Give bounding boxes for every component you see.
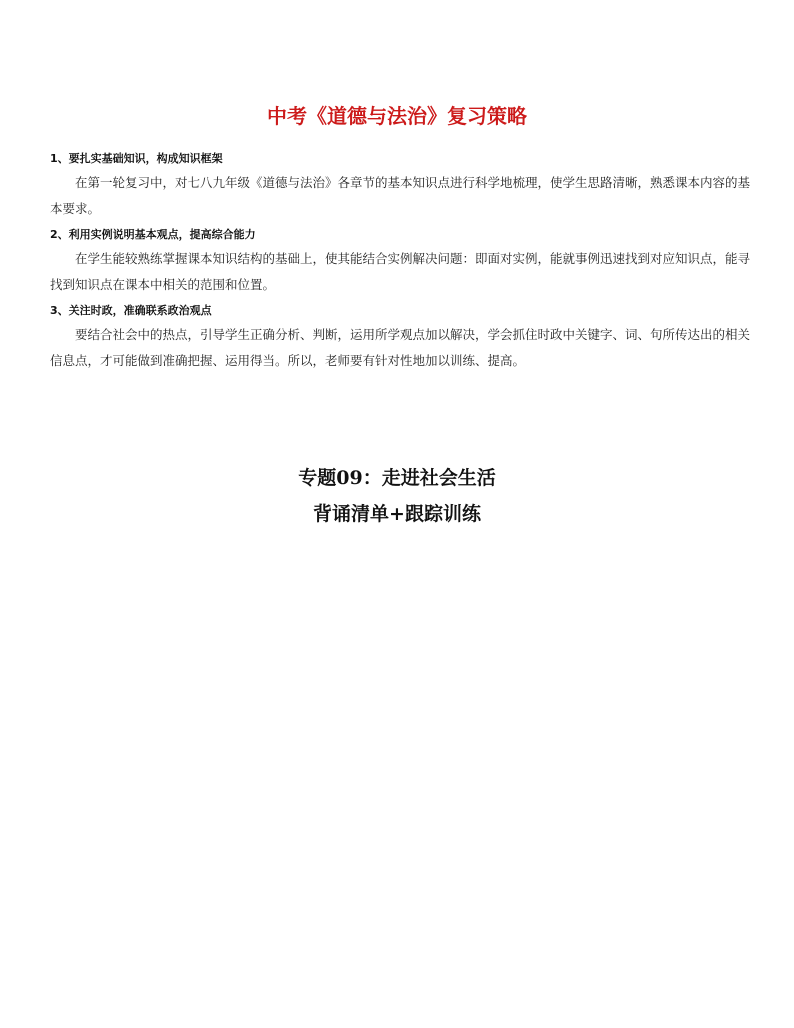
- section-body: 要结合社会中的热点，引导学生正确分析、判断，运用所学观点加以解决，学会抓住时政中关键字、词、句所传达出的相关信息点，才可能做到准确把握、运用得当。所以，老师要有针对性地加以训练、提高。: [50, 327, 751, 368]
- section-body: 在学生能较熟练掌握课本知识结构的基础上，使其能结合实例解决问题：即面对实例，能就事例迅速找到对应知识点，能寻找到知识点在课本中相关的范围和位置。: [50, 251, 751, 292]
- section-body: 在第一轮复习中，对七八九年级《道德与法治》各章节的基本知识点进行科学地梳理，使学生思路清晰，熟悉课本内容的基本要求。: [50, 175, 751, 216]
- topic-title: 专题09：走进社会生活: [298, 467, 496, 489]
- strategy-section-2: [50, 224, 750, 298]
- page-title: 中考《道德与法治》复习策略: [267, 104, 527, 128]
- section-heading: 1、要扎实基础知识，构成知识框架: [50, 152, 223, 165]
- topic-title-block: [0, 460, 794, 532]
- strategy-section-1: [50, 148, 750, 222]
- section-heading: 3、关注时政，准确联系政治观点: [50, 304, 212, 317]
- section-heading: 2、利用实例说明基本观点，提高综合能力: [50, 228, 256, 241]
- strategy-section-3: [50, 300, 750, 374]
- strategy-section-list: [50, 148, 750, 376]
- topic-subtitle: 背诵清单+跟踪训练: [313, 503, 481, 525]
